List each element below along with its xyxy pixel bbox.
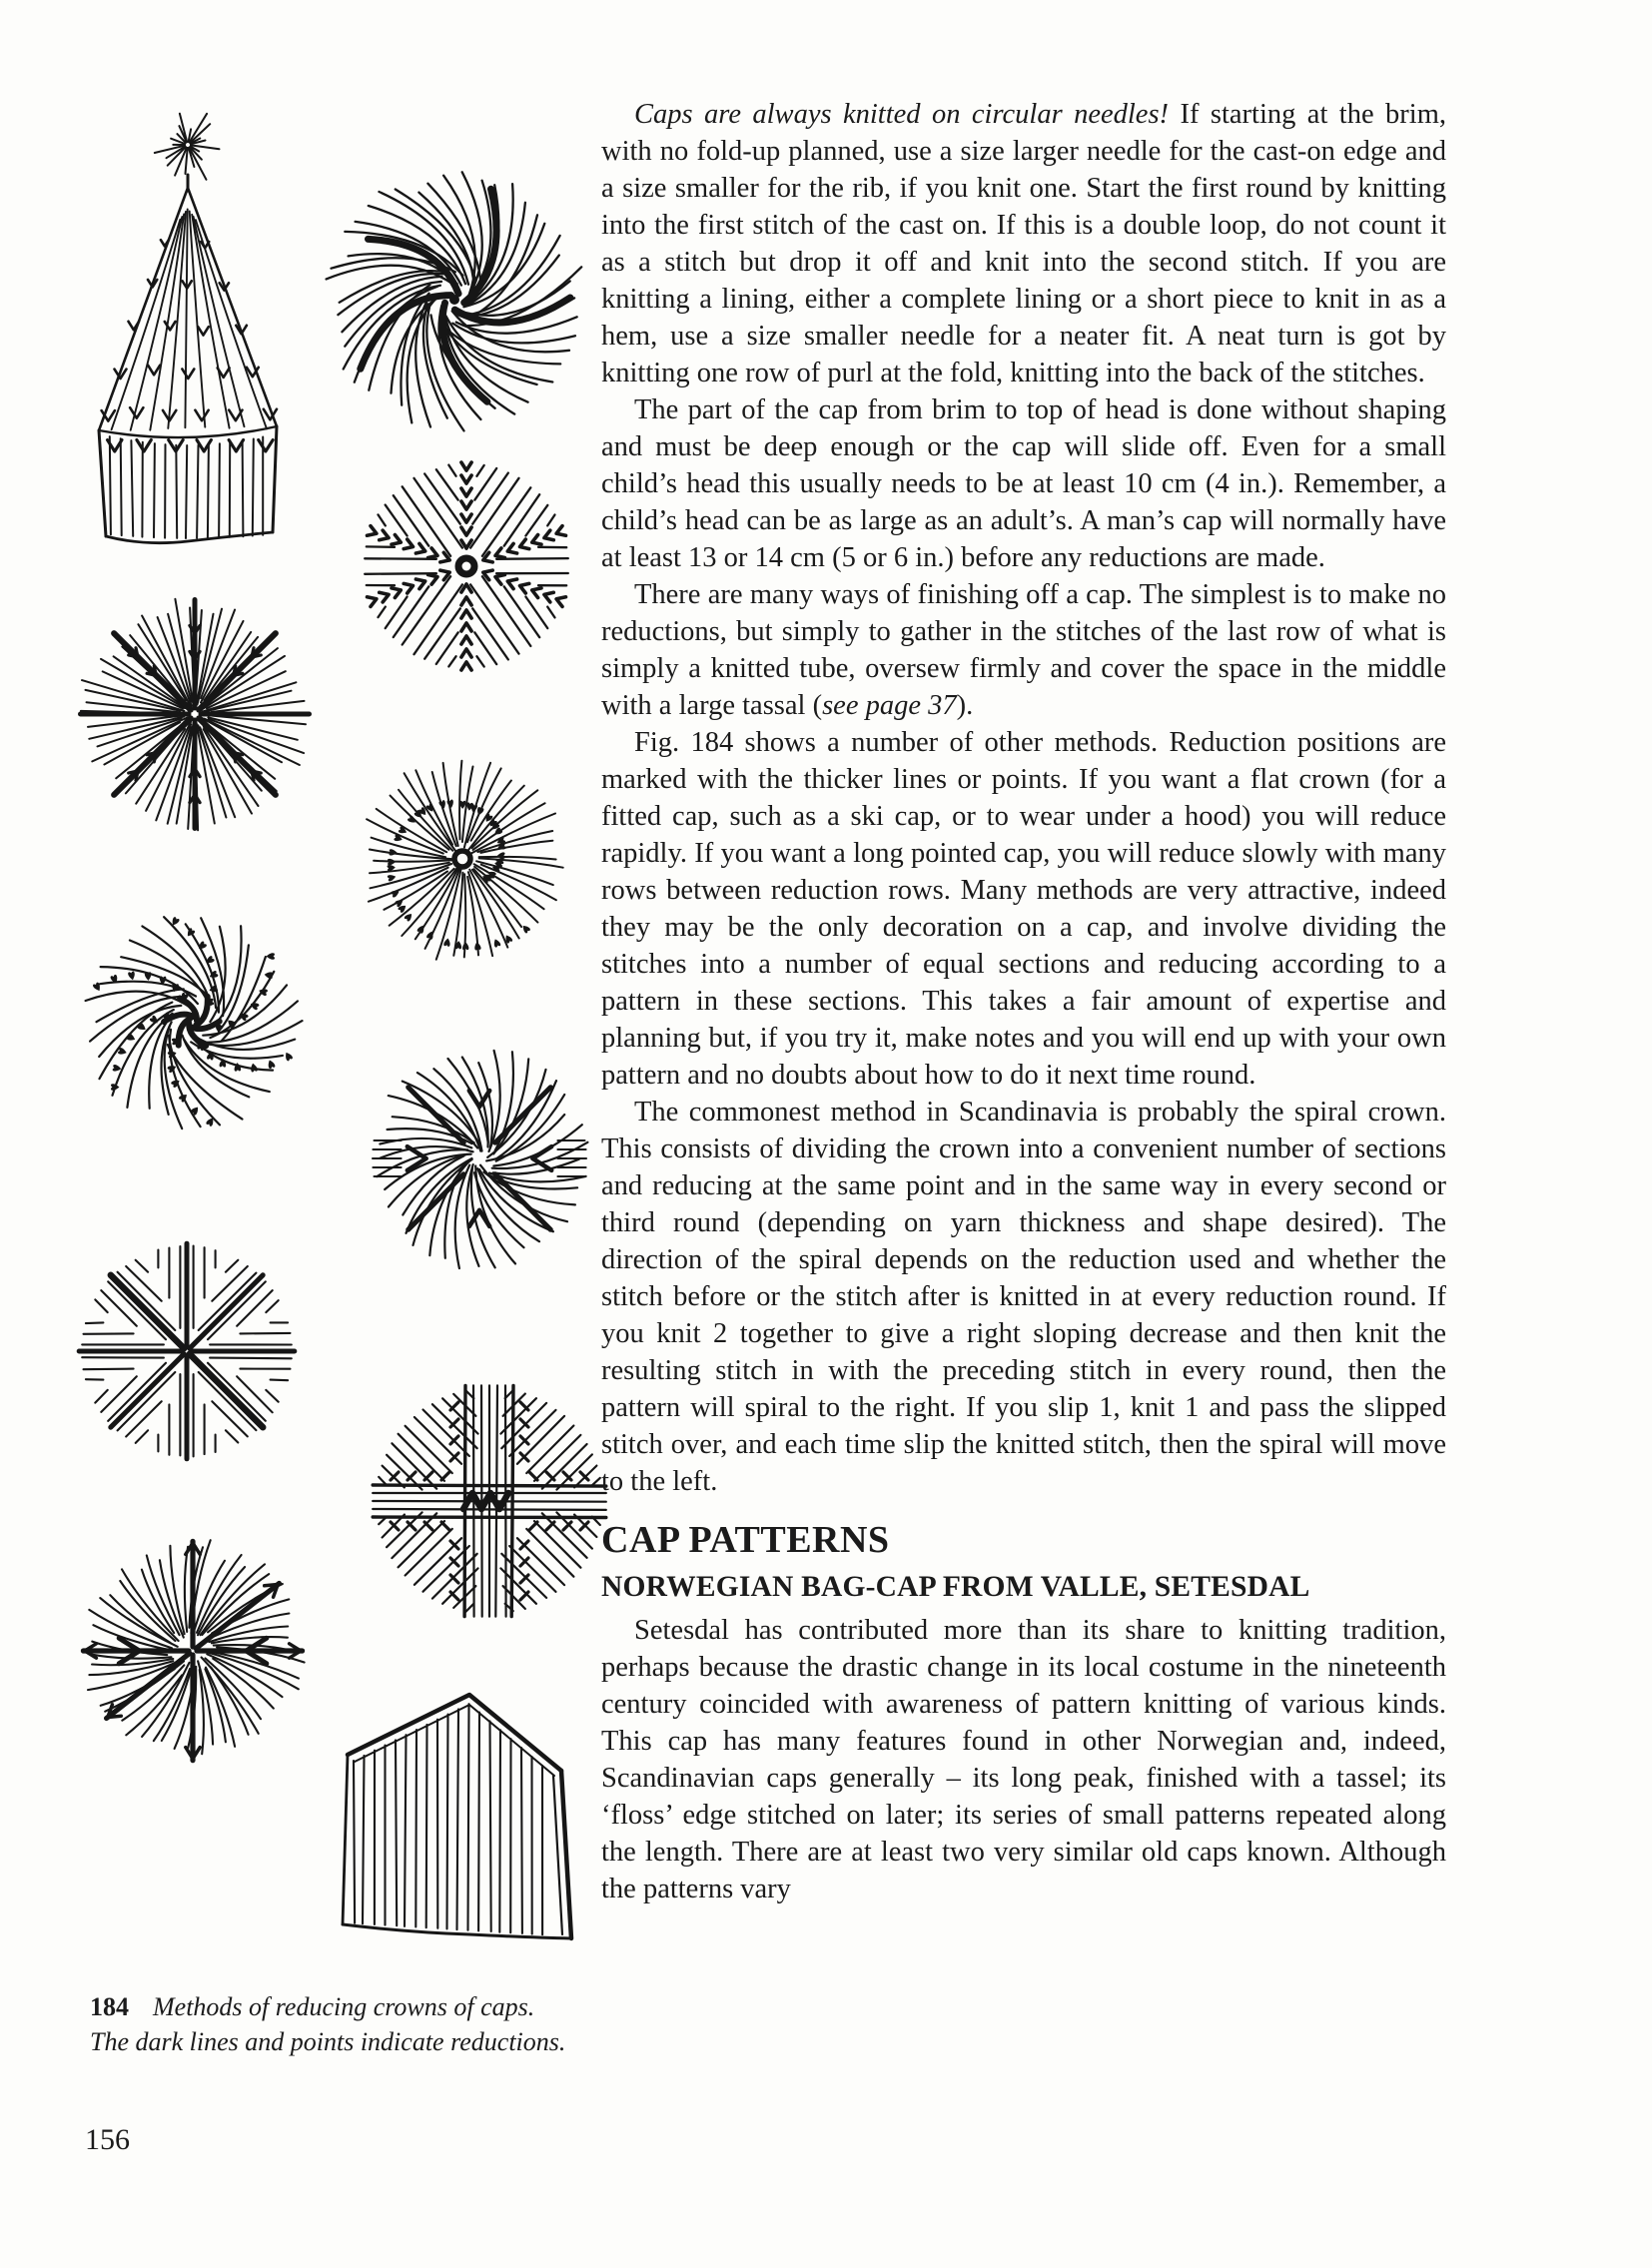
- section-subheading: NORWEGIAN BAG-CAP FROM VALLE, SETESDAL: [601, 1571, 1310, 1603]
- pointed-cap-with-tassel-figure: [70, 95, 300, 554]
- figure-caption: [90, 1989, 569, 2059]
- text-column: [601, 96, 1446, 1907]
- paragraph: Caps are always knitted on circular needles! If starting at the brim, with no fold-up planned, use a size larger needle for the cast-on edge and a size smaller for the rib, if you knit one. Start the first round by knitting into the first stitch of the cast on. If this is a double loop, do not count it as a stitch but drop it off and knit into the second stitch. If you are knitting a lining, either a complete lining or a short piece to knit in as a hem, use a size smaller needle for a neater fit. A neat turn is got by knitting one row of purl at the fold, knitting into the back of the stitches.: [601, 99, 1446, 388]
- paragraph: There are many ways of finishing off a cap. The simplest is to make no reductions, but simply to gather in the stitches of the last row of what is simply a knitted tube, oversew firmly and cover the space in the middle with a large tassal (see page 37).: [601, 579, 1446, 721]
- dotted-radial-crown-figure: [353, 749, 572, 969]
- swirl-pinwheel-crown-figure: [318, 163, 591, 436]
- body-paragraphs-bottom: [601, 1612, 1446, 1907]
- herringbone-star-crown-figure: [72, 1236, 302, 1466]
- ribbed-bag-cap-figure: [330, 1683, 594, 1967]
- six-arrow-spoke-crown-figure: [75, 1533, 311, 1769]
- eight-spoke-starburst-crown-figure: [72, 591, 318, 837]
- paragraph: The commonest method in Scandinavia is probably the spiral crown. This consists of dividing the crown into a convenient number of sections and reducing at the same point and in the same way in every second or third round (depending on yarn thickness and shape desired). The direction of the spiral depends on the reduction used and whether the stitch before or the stitch after is knitted in at every reduction round. If you knit 2 together to give a right sloping decrease and then knit the resulting stitch in with the preceding stitch in every round, then the pattern will spiral to the right. If you slip 1, knit 1 and pass the slipped stitch over, and each time slip the knitted stitch, then the spiral will move to the left.: [601, 1097, 1446, 1497]
- four-section-swirl-crown-figure: [363, 1042, 596, 1275]
- six-chevron-spoke-crown-figure: [355, 454, 578, 678]
- paragraph: The part of the cap from brim to top of head is done without shaping and must be deep enough or the cap will slide off. Even for a small child’s head this usually needs to be at least 10 cm (4 in.). Remember, a child’s head can be as large as an adult’s. A man’s cap will normally have at least 13 or 14 cm (5 or 6 in.) before any reductions are made.: [601, 394, 1446, 573]
- page-number: 156: [85, 2123, 130, 2156]
- body-paragraphs-top: [601, 96, 1446, 1500]
- cross-band-crown-figure: [367, 1378, 612, 1624]
- figure-caption-text: Methods of reducing crowns of caps. The dark lines and points indicate reductions.: [90, 1992, 566, 2056]
- figure-caption-number: 184: [90, 1992, 129, 2021]
- heart-spiral-crown-figure: [78, 907, 308, 1136]
- paragraph: Setesdal has contributed more than its share to knitting tradition, perhaps because the drastic change in its local costume in the nineteenth century coincided with awareness of pattern knitting of various kinds. This cap has many features found in other Norwegian and, indeed, Scandinavian caps generally – its long peak, finished with a tassel; its ‘floss’ edge stitched on later; its series of small patterns repeated along the length. There are at least two very similar old caps known. Although the patterns vary: [601, 1615, 1446, 1904]
- section-heading: CAP PATTERNS: [601, 1519, 890, 1561]
- paragraph: Fig. 184 shows a number of other methods. Reduction positions are marked with the thicker lines or points. If you want a flat crown (for a fitted cap, such as a ski cap, or to wear under a hood) you will reduce rapidly. If you want a long pointed cap, you will reduce slowly with many rows between reduction rows. Many methods are very attractive, indeed they may be the only decoration on a cap, and involve dividing the stitches into a number of equal sections and reducing according to a pattern in these sections. This takes a fair amount of expertise and planning but, if you try it, make notes and you will end up with your own pattern and no doubts about how to do it next time round.: [601, 727, 1446, 1091]
